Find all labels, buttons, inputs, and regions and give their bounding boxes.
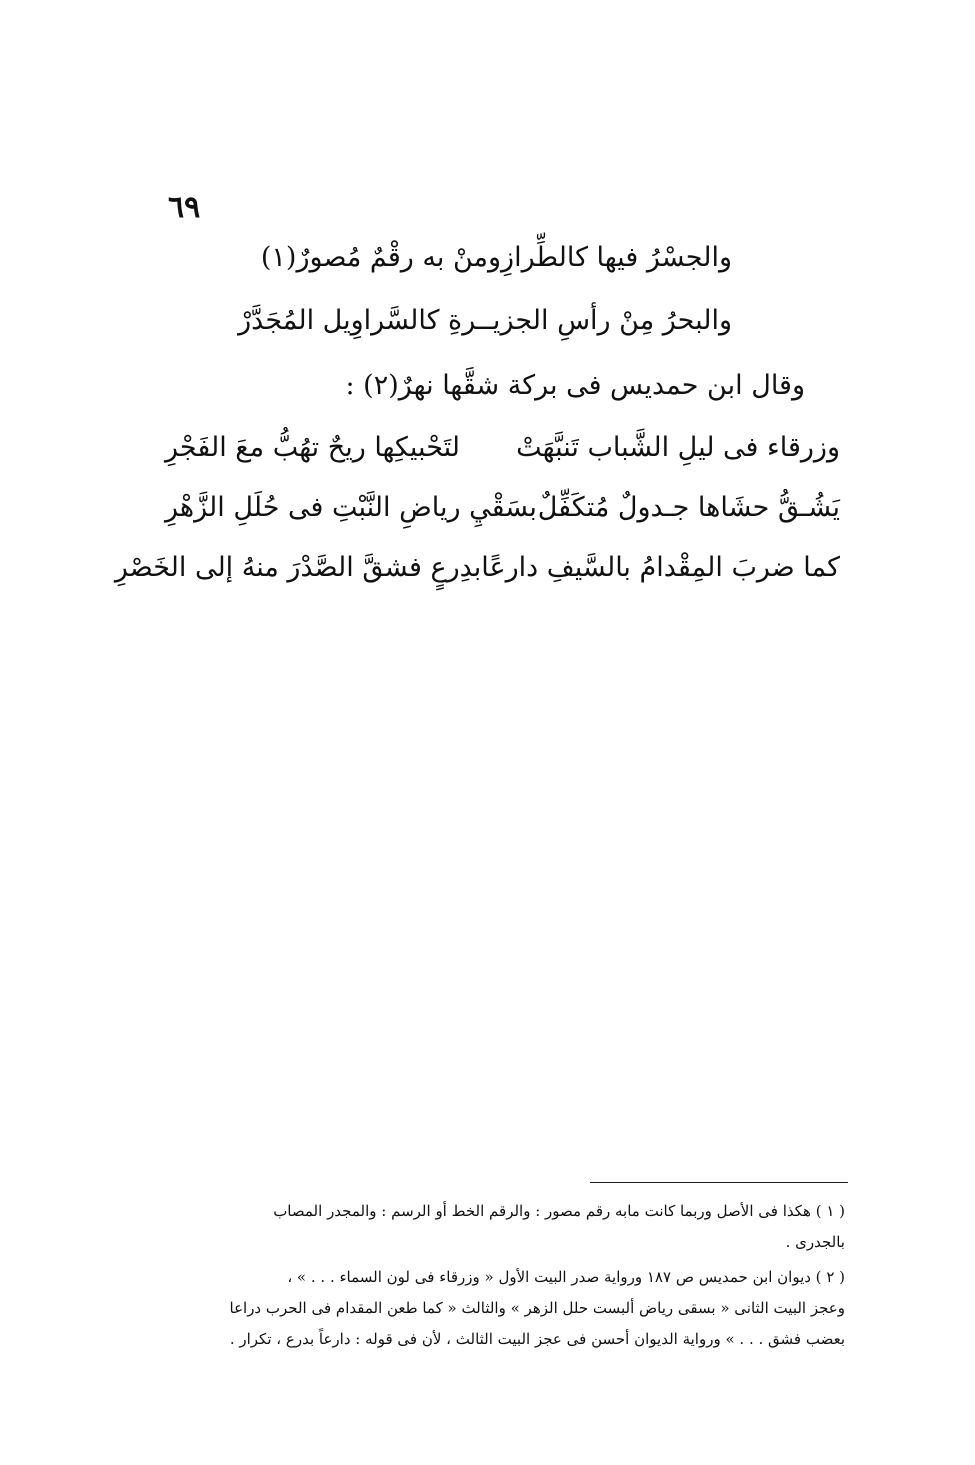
verse-first-hemistich: والجسْرُ فيها كالطِّرازِ (501, 242, 732, 273)
verse-second-hemistich: ومنْ به رقْمٌ مُصورٌ(١) (260, 242, 502, 273)
poem-introduction: وقال ابن حمديس فى بركة شقَّها نهرٌ(٢) : (345, 370, 805, 401)
footnote-line: بعضب فشق . . . » ورواية الديوان أحسن فى عجز البيت الثالث ، لأن فى قوله : دارعاً بدرع ، تكرار . (229, 1330, 845, 1348)
verse-line (165, 490, 840, 525)
verse-line (114, 550, 840, 585)
footnotes (165, 1196, 845, 1359)
verse-line (238, 303, 732, 338)
verse-second-hemistich: لتَحْبيكِها ريحٌ تهُبُّ معَ الفَجْرِ (165, 432, 461, 463)
verse-first-hemistich: والبحرُ مِنْ رأسِ الجزيـ (485, 305, 732, 336)
footnote-line: ( ١ ) هكذا فى الأصل وربما كانت مابه رقم مصور : والرقم الخط أو الرسم : والمجدر المصاب (273, 1202, 845, 1220)
footnote-line: ( ٢ ) ديوان ابن حمديس ص ١٨٧ ورواية صدر البيت الأول « وزرقاء فى لون السماء . . . » ، (287, 1268, 845, 1286)
verse-line (262, 240, 732, 275)
verse-first-hemistich: يَشُـقُّ حشَاها جـدولٌ مُتكَفِّلٌ (537, 492, 840, 523)
verse-second-hemistich: بسَقْيِ رياضِ النَّبْتِ فى حُلَلِ الزَّهْرِ (165, 492, 537, 523)
verse-second-hemistich: بدِرعٍ فشقَّ الصَّدْرَ منهُ إلى الخَصْرِ (114, 552, 482, 583)
footnote-line: بالجدرى . (785, 1233, 845, 1251)
page-number: ٦٩ (168, 190, 201, 225)
footnote-line: وعجز البيت الثانى « بسقى رياض ألبست حلل الزهر » والثالث « كما طعن المقدام فى الحرب دراعا (229, 1299, 845, 1317)
footnote (165, 1262, 845, 1355)
verse-first-hemistich: كما ضربَ المِقْدامُ بالسَّيفِ دارعًا (481, 552, 840, 583)
verse-line (165, 430, 840, 465)
verse-first-hemistich: وزرقاء فى ليلِ الشَّباب تَنبَّهَتْ (516, 432, 840, 463)
footnote (165, 1196, 845, 1258)
verse-second-hemistich: ـرةِ كالسَّراوِيل المُجَدَّرْ (238, 305, 486, 336)
footnote-separator (590, 1182, 848, 1183)
